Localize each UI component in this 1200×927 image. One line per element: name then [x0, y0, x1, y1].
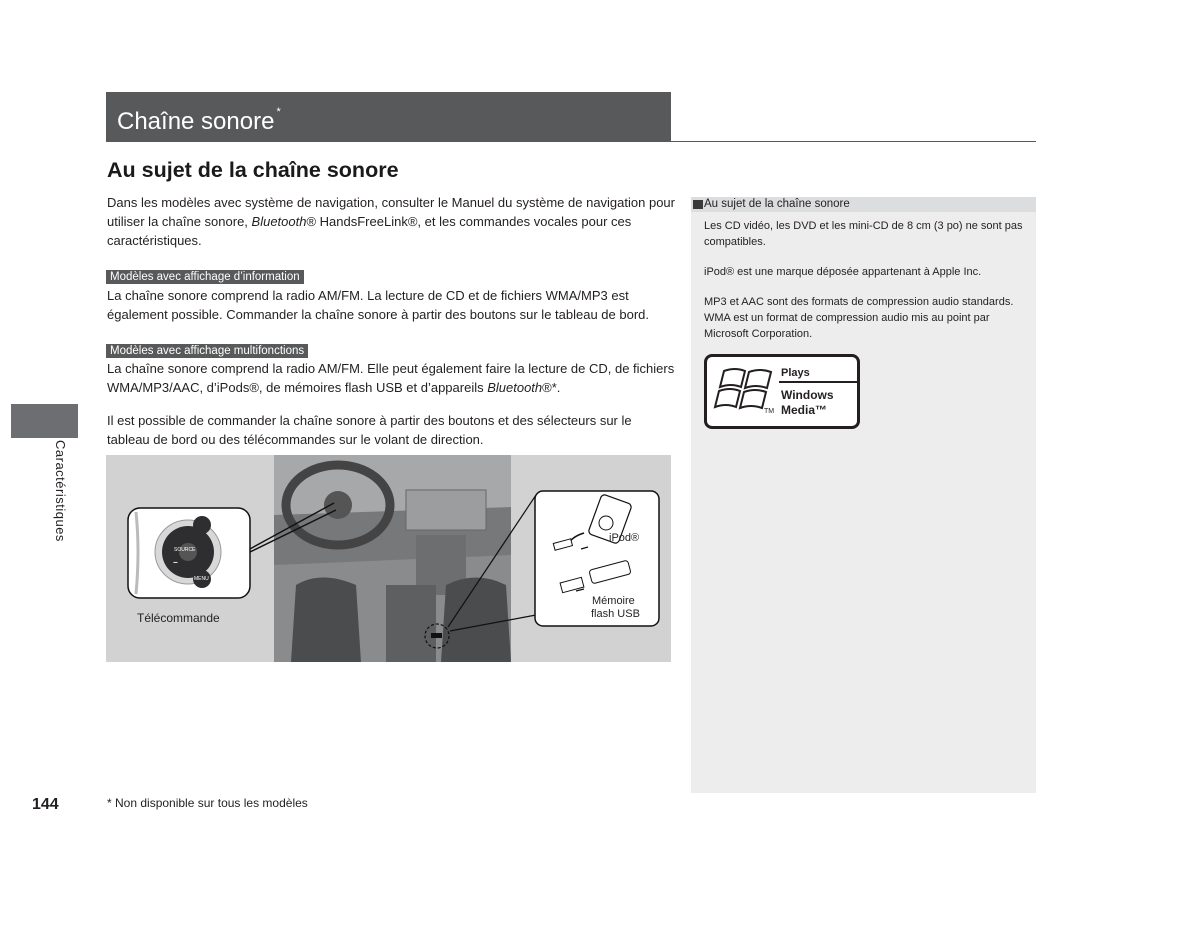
- usb-label-line1: Mémoire: [592, 595, 635, 607]
- footnote: * Non disponible sur tous les modèles: [107, 796, 308, 810]
- logo-tm: TM: [764, 408, 775, 415]
- footnote-marker: *: [276, 106, 281, 118]
- chapter-label: Caractéristiques: [53, 440, 68, 542]
- tag-info-display: Modèles avec affichage d’information: [106, 267, 304, 285]
- plays-windows-media-logo: [704, 354, 860, 429]
- tag-multi-display: Modèles avec affichage multifonctions: [106, 341, 308, 359]
- info-display-paragraph: La chaîne sonore comprend la radio AM/FM. La lecture de CD et de fichiers WMA/MP3 est également possible. Commander la chaîne sonore à partir des boutons sur le tableau de bord.: [107, 288, 649, 322]
- header-rule: [106, 141, 1036, 142]
- chapter-tab: [11, 404, 78, 438]
- section-title: Chaîne sonore *: [117, 106, 281, 135]
- remote-menu-button: MENU: [194, 576, 209, 582]
- controls-paragraph: Il est possible de commander la chaîne sonore à partir des boutons et des sélecteurs sur le tableau de bord ou des télécommandes sur le volant de direction.: [107, 413, 632, 447]
- logo-plays: Plays: [781, 367, 810, 379]
- audio-illustration: [106, 455, 671, 662]
- sidebar-panel: [691, 197, 1036, 793]
- sidebar-heading: Au sujet de la chaîne sonore: [704, 198, 850, 210]
- ipod-label: iPod®: [609, 532, 640, 544]
- dashboard-illustration: [106, 455, 671, 662]
- multi-display-paragraph: La chaîne sonore comprend la radio AM/FM. Elle peut également faire la lecture de CD, de fichiers WMA/MP3/AAC, d’iPods®, de mémoires flash USB et d’appareils Bluetooth®*.: [107, 361, 675, 395]
- logo-media: Media™: [781, 403, 828, 417]
- sidebar-note-formats: MP3 et AAC sont des formats de compression audio standards. WMA est un format de compression audio mis au point par Microsoft Corporation.: [704, 296, 1014, 340]
- remote-plus-button: +: [173, 509, 178, 518]
- page-number: 144: [32, 796, 59, 813]
- intro-paragraph: Dans les modèles avec système de navigation, consulter le Manuel du système de navigation pour utiliser la chaîne sonore, Bluetooth® HandsFreeLink®, et les commandes vocales pour ces caractéristiques.: [107, 195, 675, 248]
- page-heading: Au sujet de la chaîne sonore: [107, 158, 399, 182]
- sidebar-note-compat: Les CD vidéo, les DVD et les mini-CD de 8 cm (3 po) ne sont pas compatibles.: [704, 220, 1023, 248]
- logo-windows: Windows: [781, 388, 834, 402]
- sidebar-note-ipod: iPod® est une marque déposée appartenant à Apple Inc.: [704, 266, 982, 278]
- usb-label-line2: flash USB: [591, 608, 640, 620]
- cross-reference-icon: [693, 200, 703, 209]
- remote-minus-button: −: [173, 558, 178, 567]
- remote-label: Télécommande: [137, 611, 220, 625]
- remote-source-button: SOURCE: [174, 547, 196, 553]
